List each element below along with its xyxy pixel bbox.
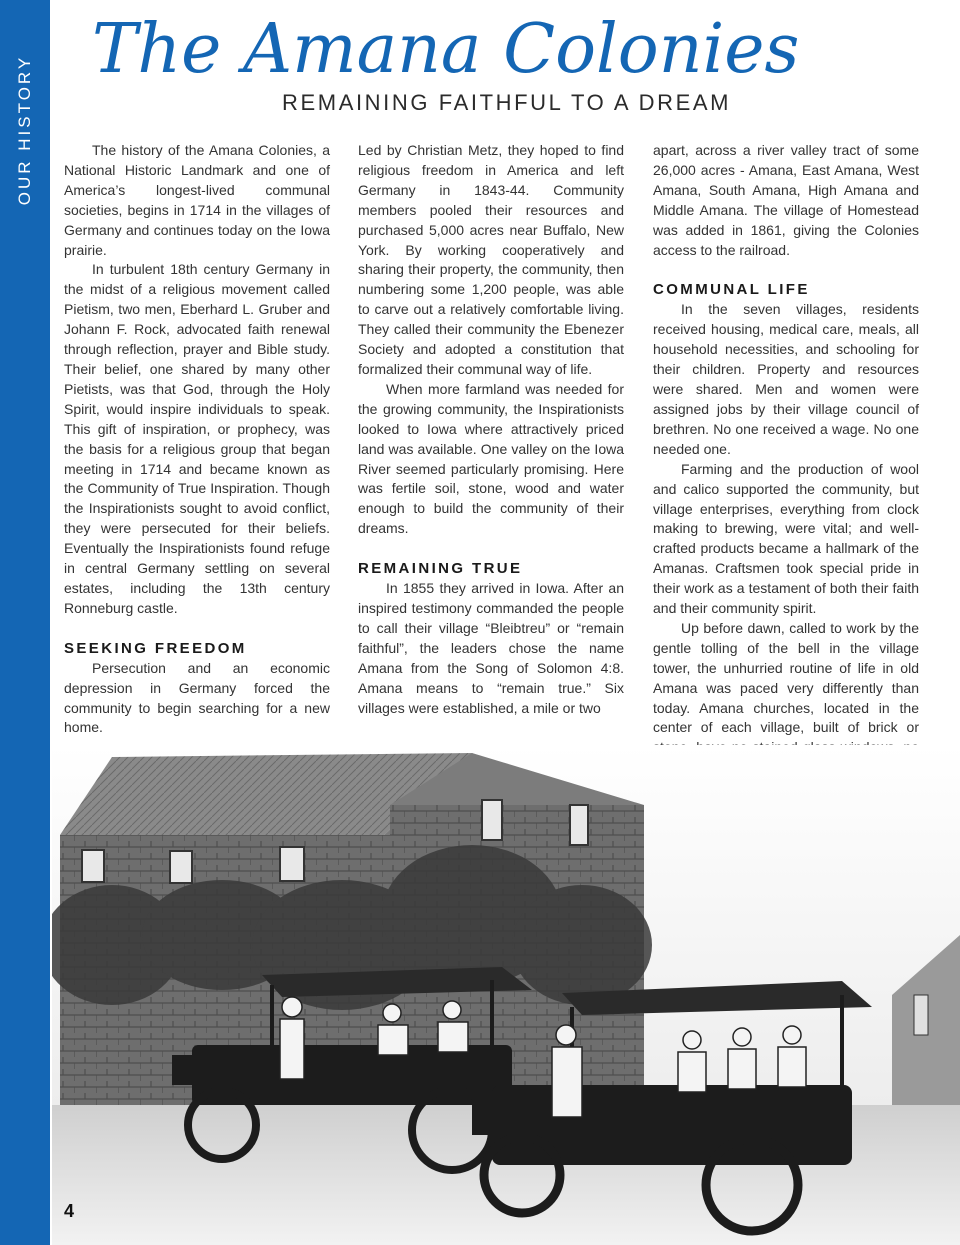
article-column-1 [64, 141, 330, 738]
paragraph: The history of the Amana Colonies, a National Historic Landmark and one of America’s longest-lived communal societies, begins in 1714 in the villages of Germany and continues today on the Iowa prairie. [64, 142, 330, 258]
section-heading: SEEKING FREEDOM [64, 639, 247, 657]
historic-photo [52, 745, 960, 1245]
paragraph: When more farmland was needed for the growing community, the Inspirationists looked to Iowa where attractively priced land was available. One valley on the Iowa River seemed particularly promising. Here was fertile soil, stone, wood and water enough to build the community of their dreams. [358, 380, 624, 537]
paragraph: In the seven villages, residents received housing, medical care, meals, all household necessities, and schooling for their children. Property and resources were shared. Men and women were assigned jobs by their village council of brethren. No one received a wage. No one needed one. [653, 301, 919, 457]
paragraph: In 1855 they arrived in Iowa. After an inspired testimony commanded the people to call their village “Bleibtreu” or “remain faithful”, the leaders chose the name Amana from the Song of Solomon 4:8. Amana means to “remain true.” Six villages were established, a mile or two [358, 580, 624, 716]
page-title: The Amana Colonies [92, 10, 800, 89]
section-heading: REMAINING TRUE [358, 560, 523, 578]
paragraph: Farming and the production of wool and calico supported the community, but village enterprises, everything from clock making to brewing, were vital; and well-crafted products became a hallmark of the Amanas. Craftsmen took special pride in their work as a testament of both their faith and their community spirit. [653, 460, 919, 617]
section-heading: COMMUNAL LIFE [653, 281, 810, 299]
page-number: 4 [64, 1201, 75, 1221]
section-label [0, 0, 50, 210]
paragraph: Led by Christian Metz, they hoped to find religious freedom in America and left Germany in 1843-44. Community members pooled their resources and purchased 5,000 acres near Buffalo, New York. By working cooperatively and sharing their property, the community, then numbering some 1,200 people, was able to carve out a relatively comfortable living. They called their community the Ebenezer Society and adopted a constitution that formalized their communal way of life. [358, 142, 624, 377]
paragraph: In turbulent 18th century Germany in the midst of a religious movement called Pietism, two men, Eberhard L. Gruber and Johann F. Rock, advocated faith renewal through reflection, prayer and Bible study. Their belief, one shared by many other Pietists, was that God, through the Holy Spirit, would inspire individuals to speak. This gift of inspiration, or prophecy, was the basis for a religious group that began meeting in 1714 and became known as the Community of True Inspiration. Though the Inspirationists sought to avoid conflict, they were persecuted for their beliefs. Eventually the Inspirationists found refuge in central Germany settling on several estates, including the 13th century Ronneburg castle. [64, 261, 330, 616]
section-label-text: OUR HISTORY [15, 54, 34, 206]
article-column-2 [358, 141, 624, 718]
paragraph: Persecution and an economic depression in Germany forced the community to begin searching for a new home. [64, 659, 330, 736]
paragraph: apart, across a river valley tract of some 26,000 acres - Amana, East Amana, West Amana, South Amana, High Amana and Middle Amana. The village of Homestead was added in 1861, giving the Colonies access to the railroad. [653, 142, 919, 258]
paragraph: Up before dawn, called to work by the gentle tolling of the bell in the village tower, the unhurried routine of life in old Amana was paced very differently than today. Amana churches, located in the center of each village, built of brick or [653, 619, 919, 736]
page-subtitle: REMAINING FAITHFUL TO A DREAM [282, 90, 732, 115]
